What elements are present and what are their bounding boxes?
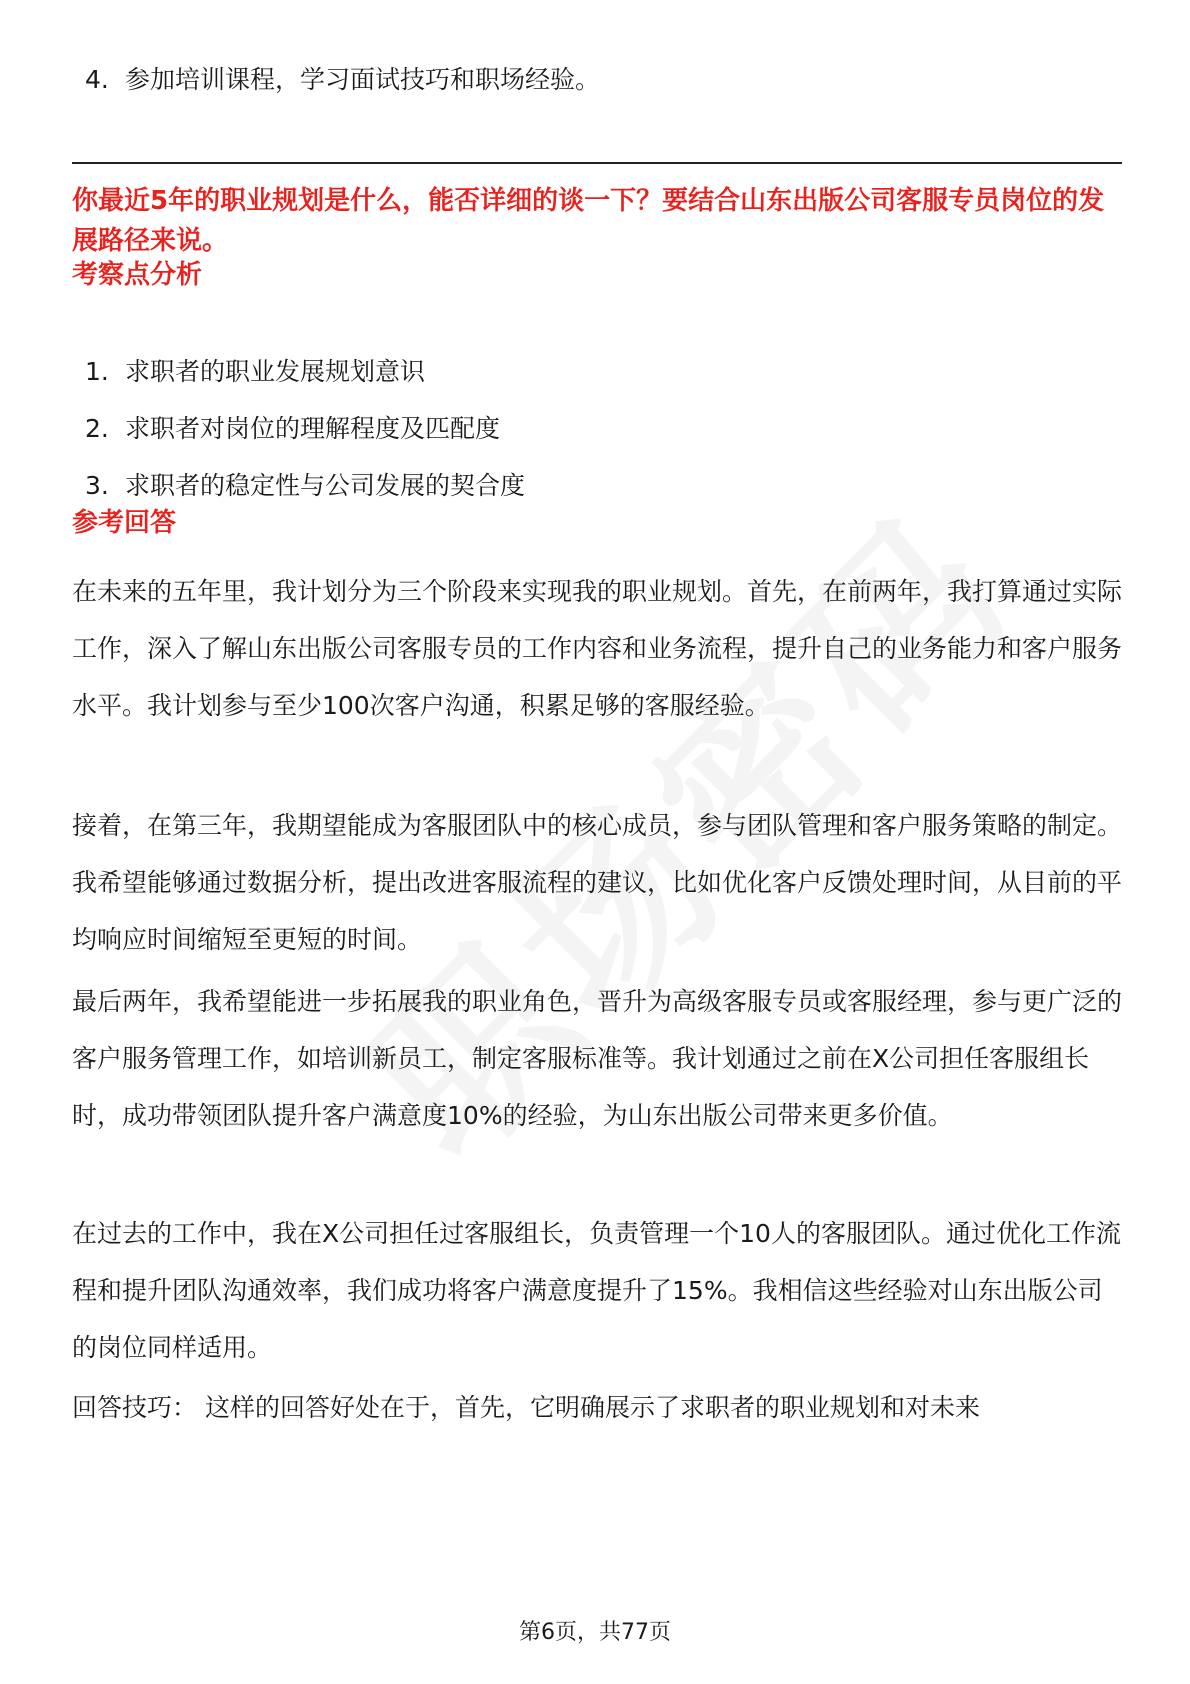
list-number: 3.	[85, 471, 109, 500]
answer-paragraph: 接着，在第三年，我期望能成为客服团队中的核心成员，参与团队管理和客户服务策略的制定。我希望能够通过数据分析，提出改进客服流程的建议，比如优化客户反馈处理时间，从目前的平均响应时间缩短至更短的时间。	[72, 811, 1123, 954]
list-text: 求职者的职业发展规划意识	[125, 357, 426, 386]
list-text: 求职者的稳定性与公司发展的契合度	[125, 471, 526, 500]
list-number: 1.	[85, 357, 109, 386]
answer-paragraph: 在未来的五年里，我计划分为三个阶段来实现我的职业规划。首先，在前两年，我打算通过实际工作，深入了解山东出版公司客服专员的工作内容和业务流程，提升自己的业务能力和客户服务水平。我计划参与至少100次客户沟通，积累足够的客服经验。	[72, 577, 1123, 720]
answer-paragraph: 在过去的工作中，我在X公司担任过客服组长，负责管理一个10人的客服团队。通过优化工作流程和提升团队沟通效率，我们成功将客户满意度提升了15%。我相信这些经验对山东出版公司的岗位同样适用。	[72, 1219, 1121, 1362]
list-item	[85, 409, 525, 466]
answer-paragraph: 最后两年，我希望能进一步拓展我的职业角色，晋升为高级客服专员或客服经理，参与更广泛的客户服务管理工作，如培训新员工，制定客服标准等。我计划通过之前在X公司担任客服组长时，成功带领团队提升客户满意度10%的经验，为山东出版公司带来更多价值。	[72, 987, 1123, 1130]
page-footer: 第6页，共77页	[519, 1620, 671, 1645]
list-text: 参加培训课程，学习面试技巧和职场经验。	[125, 65, 601, 94]
divider	[72, 162, 1122, 164]
analysis-heading: 考察点分析	[72, 260, 203, 290]
answer-tip-paragraph: 回答技巧： 这样的回答好处在于，首先，它明确展示了求职者的职业规划和对未来	[72, 1393, 980, 1422]
list-number: 2.	[85, 414, 109, 443]
list-item	[85, 60, 600, 100]
question-title: 你最近5年的职业规划是什么，能否详细的谈一下？要结合山东出版公司客服专员岗位的发展路径来说。	[72, 186, 1105, 256]
answer-heading: 参考回答	[72, 508, 177, 538]
list-text: 求职者对岗位的理解程度及匹配度	[125, 414, 501, 443]
analysis-list	[85, 352, 525, 523]
list-number: 4.	[85, 65, 109, 94]
list-item	[85, 352, 525, 409]
